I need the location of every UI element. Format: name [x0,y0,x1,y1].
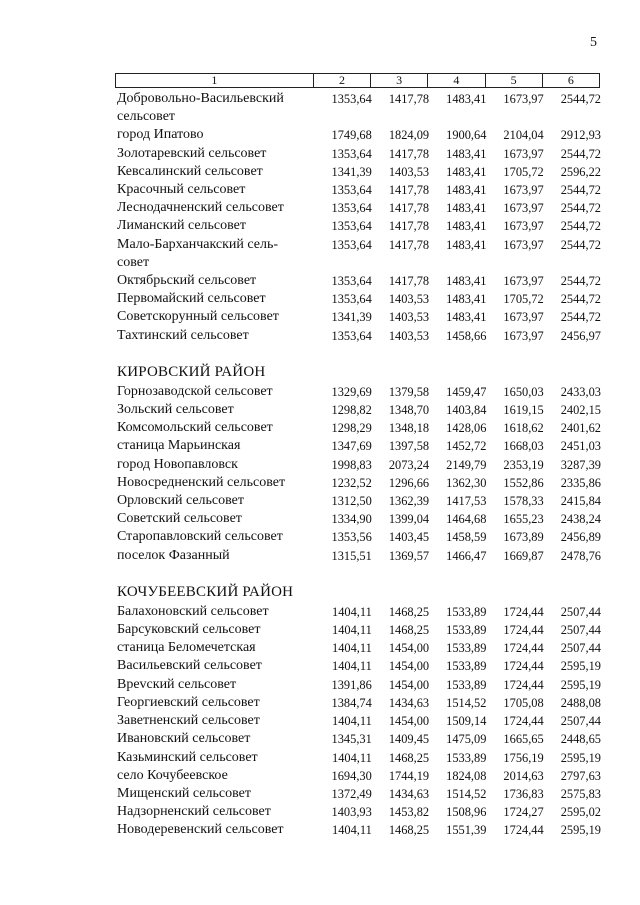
value-cell-col-2: 1998,83 [331,457,372,472]
value-cell-col-6: 2544,72 [560,310,601,325]
value-cell-col-6: 2544,72 [560,219,601,234]
value-cell-col-6: 3287,39 [560,457,601,472]
value-cell-col-2: 1312,50 [331,494,372,509]
value-cell-col-6: 2451,03 [560,439,601,454]
value-cell-col-3: 1348,18 [388,421,430,436]
settlement-name-line: Советский сельсовет [117,511,242,527]
table-row [117,785,602,803]
value-cell-col-5: 1724,44 [503,641,544,656]
value-cell-col-4: 1417,53 [446,494,487,509]
value-cell-col-6: 2595,19 [560,750,601,765]
settlement-name [117,308,316,326]
value-cell-col-4: 1508,96 [446,805,487,820]
value-cell-col-4: 1483,41 [446,219,487,234]
table-row [117,90,602,126]
value-cell-col-2: 1391,86 [331,677,372,692]
settlement-name-line: Первомайский сельсовет [117,291,266,307]
value-cell-col-3: 1399,04 [388,512,430,527]
value-cell-col-5: 1673,97 [503,237,544,252]
value-cell-col-5: 1578,33 [503,494,544,509]
settlement-name [117,657,316,675]
value-cell-col-5: 1650,03 [503,384,544,399]
value-cell-col-5: 1724,44 [503,714,544,729]
value-cell-col-4: 1459,47 [446,384,487,399]
value-cell-col-5: 1618,62 [503,421,544,436]
value-cell-col-4: 1483,41 [446,274,487,289]
header-col-2: 2 [313,74,370,87]
settlement-name-line: город Новопавловск [117,456,238,472]
table-row [117,126,602,144]
value-cell-col-6: 2544,72 [560,292,601,307]
header-col-5: 5 [485,74,542,87]
settlement-name [117,492,316,510]
value-cell-col-3: 1403,53 [388,328,430,343]
settlement-name-line: село Кочубеевское [117,767,228,783]
value-cell-col-3: 1824,09 [388,128,430,143]
table-header [115,73,600,88]
value-cell-col-5: 1673,89 [503,530,544,545]
value-cell-col-2: 1404,11 [332,750,372,765]
value-cell-col-4: 1403,84 [446,403,487,418]
value-cell-col-4: 1533,89 [446,641,487,656]
value-cell-col-5: 1705,72 [503,164,544,179]
value-cell-col-2: 1353,64 [331,237,372,252]
value-cell-col-5: 1669,87 [503,548,544,563]
value-cell-col-4: 1533,89 [446,677,487,692]
settlement-name [117,199,316,217]
settlement-name-line: поселок Фазанный [117,547,230,563]
table-row [117,145,602,163]
value-cell-col-3: 1454,00 [388,659,430,674]
table-row [117,199,602,217]
value-cell-col-3: 1454,00 [388,677,430,692]
value-cell-col-4: 1533,89 [446,659,487,674]
settlement-name-line: Комсомольский сельсовет [117,420,273,436]
table-row [117,657,602,675]
value-cell-col-5: 1552,86 [503,475,544,490]
value-cell-col-2: 1334,90 [331,512,372,527]
value-cell-col-4: 2149,79 [446,457,487,472]
settlement-name [117,510,316,528]
value-cell-col-4: 1483,41 [446,292,487,307]
value-cell-col-3: 1454,00 [388,714,430,729]
value-cell-col-5: 1665,65 [503,732,544,747]
value-cell-col-3: 1348,70 [388,403,430,418]
settlement-name-line: Новосредненский сельсовет [117,474,286,490]
value-cell-col-4: 1533,89 [446,750,487,765]
value-cell-col-5: 1673,97 [503,328,544,343]
table-row [117,163,602,181]
value-cell-col-5: 2104,04 [503,128,544,143]
value-cell-col-5: 1673,97 [503,183,544,198]
value-cell-col-4: 1483,41 [446,92,487,106]
value-cell-col-6: 2478,76 [560,548,601,563]
settlement-name [117,126,316,144]
settlement-name-line: Золотаревский сельсовет [117,145,267,161]
settlement-name [117,181,316,199]
settlement-name-line: станица Марьинская [117,438,241,454]
settlement-name [117,730,316,748]
value-cell-col-3: 1434,63 [388,695,430,710]
settlement-name-line: совет [117,254,150,270]
value-cell-col-2: 1353,64 [331,274,372,289]
table-row [117,308,602,326]
value-cell-col-3: 1403,53 [388,310,430,325]
value-cell-col-4: 1458,66 [446,328,487,343]
value-cell-col-5: 1673,97 [503,274,544,289]
value-cell-col-2: 1353,64 [331,92,372,106]
value-cell-col-3: 1409,45 [388,732,430,747]
value-cell-col-2: 1404,11 [332,604,372,619]
page-number: 5 [590,35,597,50]
value-cell-col-2: 1384,74 [331,695,372,710]
value-cell-col-2: 1329,69 [331,384,372,399]
table-row [117,603,602,621]
settlement-name [117,474,316,492]
table-row [117,456,602,474]
settlement-name-line: Васильевский сельсовет [117,658,262,674]
value-cell-col-4: 1483,41 [446,164,487,179]
section-spacer [117,565,602,583]
table-row [117,547,602,565]
value-cell-col-2: 1353,64 [331,328,372,343]
header-col-3: 3 [370,74,427,87]
value-cell-col-6: 2544,72 [560,274,601,289]
value-cell-col-2: 1353,64 [331,219,372,234]
section-heading: КИРОВСКИЙ РАЙОН [117,363,266,380]
value-cell-col-4: 1464,68 [446,512,487,527]
value-cell-col-5: 1756,19 [503,750,544,765]
value-cell-col-6: 2595,02 [560,805,601,820]
value-cell-col-6: 2544,72 [560,201,601,216]
header-col-4: 4 [427,74,484,87]
settlement-name [117,272,316,290]
settlement-name-line: Казьминский сельсовет [117,749,258,765]
value-cell-col-5: 1673,97 [503,201,544,216]
table-row [117,639,602,657]
value-cell-col-2: 1694,30 [331,768,372,783]
value-cell-col-2: 1341,39 [331,310,372,325]
value-cell-col-2: 1404,11 [332,641,372,656]
settlement-name [117,621,316,639]
value-cell-col-4: 1514,52 [446,695,487,710]
settlement-name-line: Барсуковский сельсовет [117,622,261,638]
settlement-name-line: Тахтинский сельсовет [117,327,249,343]
settlement-name [117,767,316,785]
value-cell-col-5: 1705,08 [503,695,544,710]
value-cell-col-2: 1353,64 [331,201,372,216]
settlement-name [117,290,316,308]
settlement-name-line: Старопавловский сельсовет [117,529,283,545]
value-cell-col-4: 1483,41 [446,310,487,325]
value-cell-col-3: 1403,53 [388,164,430,179]
value-cell-col-3: 1362,39 [388,494,430,509]
value-cell-col-4: 1475,09 [446,732,487,747]
value-cell-col-6: 2507,44 [560,641,601,656]
value-cell-col-3: 1453,82 [388,805,430,820]
value-cell-col-4: 1824,08 [446,768,487,783]
value-cell-col-2: 1404,11 [332,823,372,838]
value-cell-col-3: 1468,25 [388,750,430,765]
settlement-name [117,145,316,163]
value-cell-col-2: 1232,52 [331,475,372,490]
value-cell-col-5: 1673,97 [503,92,544,106]
settlement-name-line: Октябрьский сельсовет [117,273,257,289]
value-cell-col-6: 2507,44 [560,714,601,729]
value-cell-col-4: 1458,59 [446,530,487,545]
value-cell-col-2: 1353,64 [331,183,372,198]
settlement-name-line: Заветненский сельсовет [117,713,260,729]
table-row [117,290,602,308]
value-cell-col-3: 1468,25 [388,604,430,619]
value-cell-col-3: 1397,58 [388,439,430,454]
settlement-name-line: Лиманский сельсовет [117,218,247,234]
settlement-name-line: Врevский сельсовет [117,676,237,692]
value-cell-col-2: 1347,69 [331,439,372,454]
value-cell-col-2: 1298,29 [331,421,372,436]
settlement-name-line: Кевсалинский сельсовет [117,163,263,179]
settlement-name-line: Новодеревенский сельсовет [117,822,284,838]
value-cell-col-2: 1372,49 [331,786,372,801]
value-cell-col-6: 2433,03 [560,384,601,399]
value-cell-col-6: 2596,22 [560,164,601,179]
value-cell-col-5: 1673,97 [503,146,544,161]
value-cell-col-2: 1353,56 [331,530,372,545]
value-cell-col-6: 2544,72 [560,92,601,106]
value-cell-col-6: 2335,86 [560,475,601,490]
value-cell-col-3: 1468,25 [388,623,430,638]
value-cell-col-6: 2456,97 [560,328,601,343]
table-row [117,621,602,639]
settlement-name [117,236,316,272]
value-cell-col-3: 1454,00 [388,641,430,656]
value-cell-col-4: 1466,47 [446,548,487,563]
table-row [117,510,602,528]
value-cell-col-3: 1369,57 [388,548,430,563]
header-col-6: 6 [542,74,599,87]
value-cell-col-2: 1341,39 [331,164,372,179]
value-cell-col-2: 1298,82 [331,403,372,418]
value-cell-col-4: 1533,89 [446,604,487,619]
settlement-name-line: Мало-Барханчакский сель- [117,236,279,252]
value-cell-col-6: 2912,93 [560,128,601,143]
value-cell-col-4: 1533,89 [446,623,487,638]
value-cell-col-3: 1434,63 [388,786,430,801]
table-row [117,236,602,272]
settlement-name-line: Зольский сельсовет [117,402,234,418]
table-row [117,474,602,492]
value-cell-col-6: 2448,65 [560,732,601,747]
header-col-1: 1 [211,73,218,87]
value-cell-col-4: 1900,64 [446,128,487,143]
table-row [117,492,602,510]
value-cell-col-5: 1655,23 [503,512,544,527]
value-cell-col-4: 1483,41 [446,201,487,216]
settlement-name [117,528,316,546]
settlement-name-line: сельсовет [117,109,176,125]
settlement-name-line: Красочный сельсовет [117,182,246,198]
table-row [117,676,602,694]
value-cell-col-5: 1724,44 [503,677,544,692]
value-cell-col-4: 1483,41 [446,146,487,161]
settlement-name-line: Советскорунный сельсовет [117,309,279,325]
settlement-name [117,437,316,455]
value-cell-col-3: 1379,58 [388,384,430,399]
settlement-name [117,749,316,767]
settlement-name-line: город Ипатово [117,127,204,143]
settlement-name-line: Добровольно-Васильевский [117,91,284,106]
value-cell-col-5: 1724,44 [503,623,544,638]
settlement-name [117,327,316,345]
settlement-name [117,712,316,730]
value-cell-col-2: 1404,11 [332,623,372,638]
settlement-name [117,639,316,657]
table-row [117,767,602,785]
value-cell-col-5: 1724,27 [503,805,544,820]
settlement-name [117,217,316,235]
value-cell-col-3: 1417,78 [388,201,430,216]
settlement-name [117,803,316,821]
table-row [117,694,602,712]
value-cell-col-3: 1417,78 [388,183,430,198]
value-cell-col-6: 2507,44 [560,604,601,619]
value-cell-col-2: 1749,68 [331,128,372,143]
settlement-name [117,821,316,839]
settlement-name [117,676,316,694]
table-row [117,803,602,821]
value-cell-col-5: 1724,44 [503,659,544,674]
value-cell-col-4: 1514,52 [446,786,487,801]
value-cell-col-2: 1404,11 [332,714,372,729]
settlement-name-line: Мищенский сельсовет [117,785,251,801]
value-cell-col-6: 2575,83 [560,786,601,801]
value-cell-col-5: 1673,97 [503,310,544,325]
value-cell-col-2: 1404,11 [332,659,372,674]
value-cell-col-6: 2456,89 [560,530,601,545]
value-cell-col-6: 2507,44 [560,623,601,638]
settlement-name-line: станица Беломечетская [117,640,256,656]
value-cell-col-4: 1483,41 [446,183,487,198]
value-cell-col-6: 2544,72 [560,183,601,198]
settlement-name-line: Георгиевский сельсовет [117,694,260,710]
value-cell-col-6: 2488,08 [560,695,601,710]
value-cell-col-2: 1403,93 [331,805,372,820]
value-cell-col-5: 1705,72 [503,292,544,307]
table-body [117,90,602,840]
settlement-name-line: Балахоновский сельсовет [117,603,269,619]
settlement-name-line: Надзорненский сельсовет [117,804,271,820]
value-cell-col-6: 2401,62 [560,421,601,436]
table-row [117,528,602,546]
value-cell-col-4: 1428,06 [446,421,487,436]
settlement-name [117,163,316,181]
table-row [117,217,602,235]
value-cell-col-5: 1736,83 [503,786,544,801]
value-cell-col-3: 1417,78 [388,237,430,252]
settlement-name-line: Леснодачненский сельсовет [117,200,284,216]
settlement-name [117,90,316,126]
table-row [117,181,602,199]
value-cell-col-5: 1724,44 [503,604,544,619]
value-cell-col-3: 1468,25 [388,823,430,838]
table-row [117,712,602,730]
value-cell-col-3: 1403,45 [388,530,430,545]
section-heading: КОЧУБЕЕВСКИЙ РАЙОН [117,583,294,600]
value-cell-col-5: 1724,44 [503,823,544,838]
section-spacer [117,345,602,363]
settlement-name [117,603,316,621]
table-row [117,383,602,401]
settlement-name-line: Ивановский сельсовет [117,731,251,747]
settlement-name [117,456,316,474]
value-cell-col-6: 2438,24 [560,512,601,527]
table-row [117,272,602,290]
value-cell-col-6: 2595,19 [560,823,601,838]
value-cell-col-3: 1296,66 [388,475,430,490]
value-cell-col-5: 2014,63 [503,768,544,783]
value-cell-col-4: 1483,41 [446,237,487,252]
table-row [117,749,602,767]
table-row [117,821,602,839]
settlement-name-line: Орловский сельсовет [117,493,244,509]
settlement-name-line: Горнозаводской сельсовет [117,383,273,399]
table-row [117,327,602,345]
value-cell-col-6: 2797,63 [560,768,601,783]
value-cell-col-6: 2415,84 [560,494,601,509]
value-cell-col-4: 1362,30 [446,475,487,490]
settlement-name [117,785,316,803]
table-row [117,419,602,437]
settlement-name [117,694,316,712]
value-cell-col-6: 2595,19 [560,659,601,674]
value-cell-col-3: 1744,19 [388,768,430,783]
value-cell-col-3: 1417,78 [388,219,430,234]
value-cell-col-3: 1417,78 [388,146,430,161]
table-row [117,730,602,748]
value-cell-col-6: 2402,15 [560,403,601,418]
table-row [117,401,602,419]
value-cell-col-4: 1551,39 [446,823,487,838]
value-cell-col-3: 1417,78 [388,92,430,106]
settlement-name [117,383,316,401]
value-cell-col-2: 1353,64 [331,292,372,307]
settlement-name [117,401,316,419]
value-cell-col-6: 2544,72 [560,146,601,161]
value-cell-col-4: 1509,14 [446,714,487,729]
value-cell-col-5: 1619,15 [503,403,544,418]
value-cell-col-3: 1417,78 [388,274,430,289]
value-cell-col-2: 1315,51 [331,548,372,563]
value-cell-col-2: 1353,64 [331,146,372,161]
value-cell-col-5: 1668,03 [503,439,544,454]
table-row [117,437,602,455]
value-cell-col-5: 2353,19 [503,457,544,472]
value-cell-col-6: 2595,19 [560,677,601,692]
value-cell-col-5: 1673,97 [503,219,544,234]
value-cell-col-6: 2544,72 [560,237,601,252]
value-cell-col-4: 1452,72 [446,439,487,454]
value-cell-col-3: 1403,53 [388,292,430,307]
value-cell-col-2: 1345,31 [331,732,372,747]
value-cell-col-3: 2073,24 [388,457,430,472]
settlement-name [117,547,316,565]
settlement-name [117,419,316,437]
